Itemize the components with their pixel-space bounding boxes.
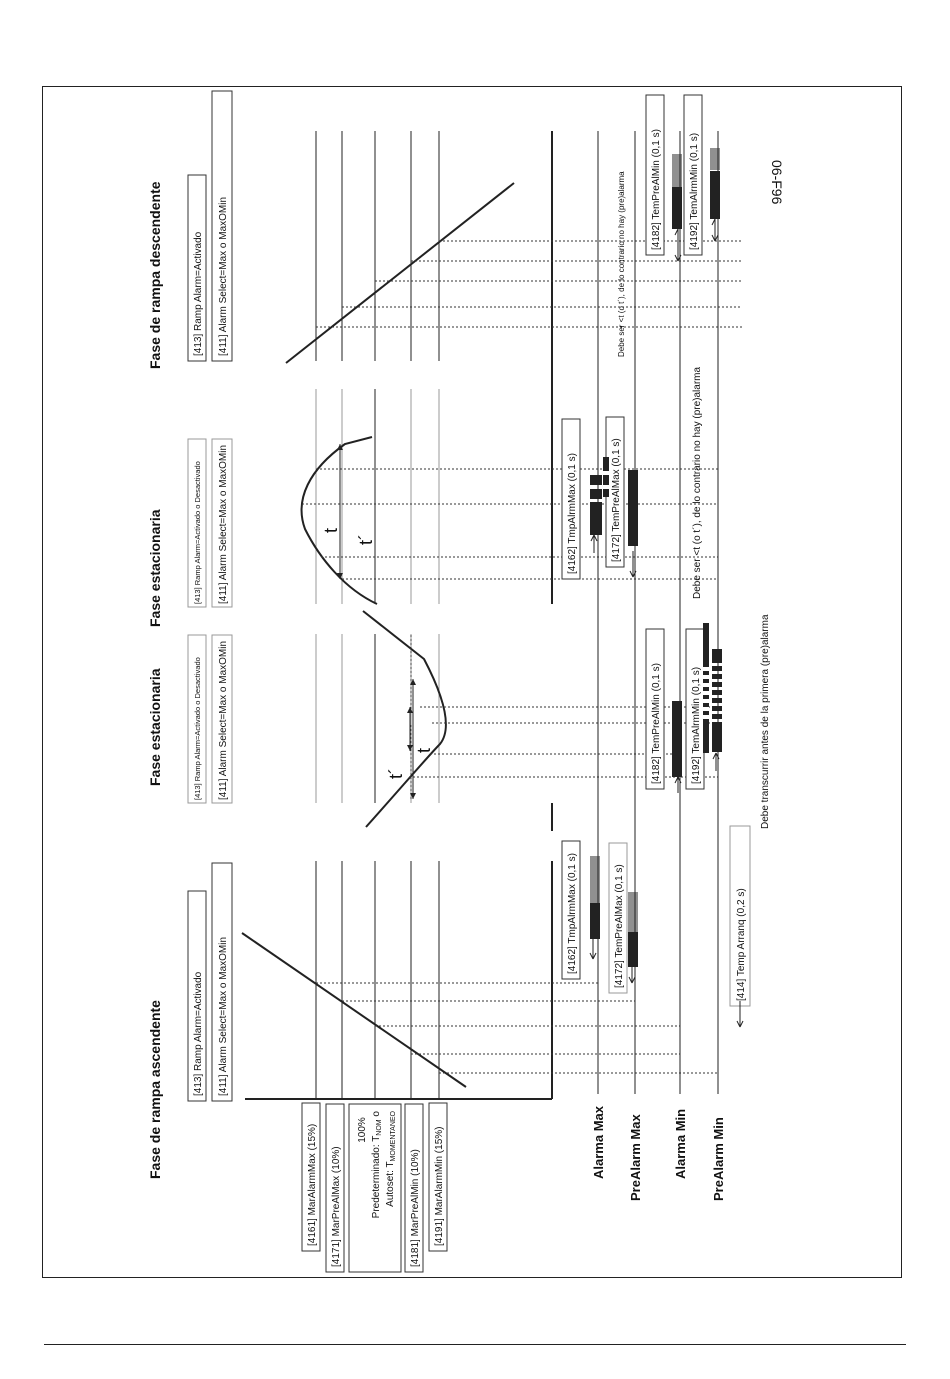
- signal-label-prealarm-min: PreAlarm Min: [711, 1117, 726, 1201]
- select-label-3: [411] Alarm Select=Max o MaxOMin: [218, 444, 229, 604]
- ramp-down-curve: [286, 183, 514, 363]
- level-label-4: [4191] MarAlarmMin (15%): [434, 1126, 445, 1246]
- note-middle: Debe ser <t (o t´), de lo contrario no hay (pre)alarma: [692, 366, 703, 599]
- ref-pct: 100%: [357, 1117, 368, 1143]
- phase-title-4: Fase de rampa descendente: [147, 181, 163, 369]
- level-label-2: [4171] MarPreAlMax (10%): [331, 1146, 342, 1267]
- pulse-prealarm-min-dip: [672, 701, 682, 777]
- ramp-label-3: [413] Ramp Alarm=Activado o Desactivado: [193, 461, 202, 604]
- ramp-up-curve: [242, 933, 466, 1087]
- dip-t-label: t: [414, 747, 434, 753]
- ref-line-1: Predeterminado: $T_{NOM}$ o: [371, 1111, 383, 1219]
- note-bottom: Debe transcurrir antes de la primera (pre)alarma: [760, 614, 771, 829]
- timer-label-4192-b: [4192] TemAlrmMin (0,1 s): [689, 132, 700, 250]
- select-label-1: [411] Alarm Select=Max o MaxOMin: [218, 936, 229, 1096]
- pulse-prealarm-max-rampup: [628, 893, 638, 967]
- ramp-label-4: [413] Ramp Alarm=Activado: [193, 231, 204, 356]
- timer-label-4182-a: [4182] TemPreAlMin (0,1 s): [651, 663, 662, 784]
- ramp-up-dashes: [316, 983, 718, 1073]
- stationary-peak-curve: [302, 437, 377, 604]
- timer-label-4162-a: [4162] TmpAlrmMax (0,1 s): [567, 853, 578, 974]
- pulse-alarm-min-dip: [703, 623, 722, 753]
- select-label-2: [411] Alarm Select=Max o MaxOMin: [218, 640, 229, 800]
- pulse-alarm-min-rampdown: [710, 149, 720, 219]
- stationary-dip-dashes: [409, 634, 718, 799]
- timer-label-4172-a: [4172] TemPreAlMax (0,1 s): [614, 864, 625, 988]
- note-top: Debe ser <t (o t´), de lo contrario no hay (pre)alarma: [617, 171, 626, 357]
- pulse-prealarm-max-peak: [628, 470, 638, 546]
- peak-t-label: t: [321, 527, 341, 533]
- timer-label-4182-b: [4182] TemPreAlMin (0,1 s): [651, 129, 662, 250]
- figure-id: 06-F96: [769, 160, 785, 205]
- phase-title-1: Fase de rampa ascendente: [147, 1000, 163, 1179]
- dip-tprime-label: t´: [386, 768, 406, 779]
- select-label-4: [411] Alarm Select=Max o MaxOMin: [218, 196, 229, 356]
- signal-label-alarma-max: Alarma Max: [591, 1106, 606, 1179]
- level-label-3: [4181] MarPreAlMin (10%): [410, 1149, 421, 1267]
- stationary-peak-dashes: [302, 469, 718, 579]
- ref-line-2: Autoset: $T_{MOMENTANEO}$: [385, 1111, 397, 1207]
- signal-label-alarma-min: Alarma Min: [673, 1108, 688, 1179]
- peak-tprime-label: t´: [356, 534, 376, 545]
- ramp-label-1: [413] Ramp Alarm=Activado: [193, 971, 204, 1096]
- timer-label-4162-b: [4162] TmpAlrmMax (0,1 s): [567, 453, 578, 574]
- rotated-diagram-layer: [147, 91, 771, 1272]
- timer-label-414: [414] Temp Arranq (0,2 s): [736, 888, 747, 1001]
- level-label-1: [4161] MarAlarmMax (15%): [307, 1123, 318, 1246]
- timer-label-4172-b: [4172] TemPreAlMax (0,1 s): [611, 438, 622, 562]
- timer-label-4192-a: [4192] TemAlrmMin (0,1 s): [691, 666, 702, 784]
- ramp-label-2: [413] Ramp Alarm=Activado o Desactivado: [193, 657, 202, 800]
- phase-title-3: Fase estacionaria: [147, 509, 163, 627]
- phase-title-2: Fase estacionaria: [147, 668, 163, 786]
- signal-label-prealarm-max: PreAlarm Max: [628, 1114, 643, 1201]
